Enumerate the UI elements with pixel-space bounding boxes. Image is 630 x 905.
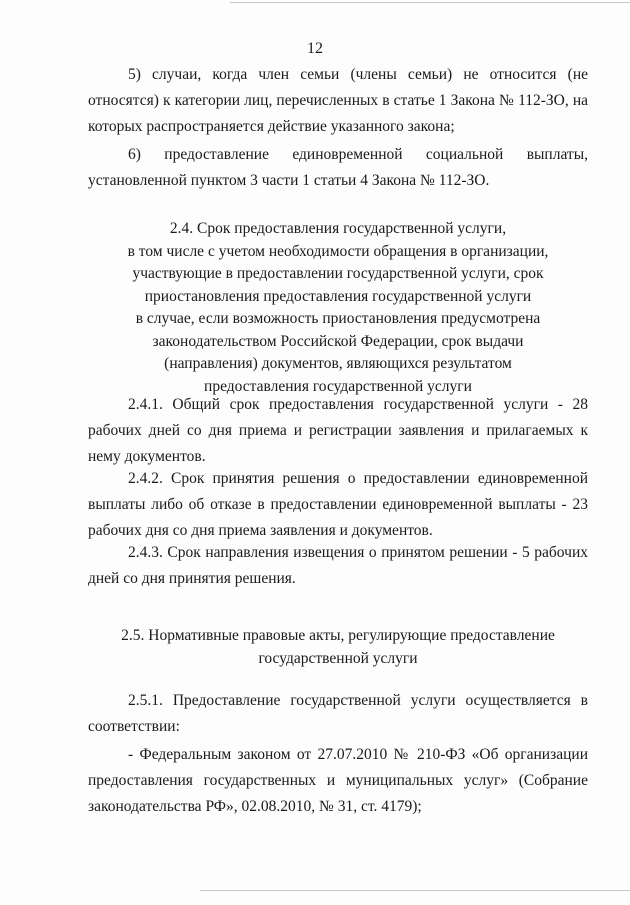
page-number: 12: [307, 40, 323, 57]
paragraph-2-4-3: 2.4.3. Срок направления извещения о принятом решении - 5 рабочих дней со дня принятия решения.: [88, 544, 588, 587]
section-2-5-body: [88, 688, 588, 820]
heading-2-4-line: (направления) документов, являющихся результатом: [164, 355, 512, 372]
heading-2-4-line: законодательством Российской Федерации, срок выдачи: [152, 332, 524, 350]
heading-2-5: [88, 625, 588, 670]
heading-2-4-line: предоставления государственной услуги: [204, 377, 472, 395]
heading-2-4: [88, 218, 588, 398]
heading-2-5-line: государственной услуги: [258, 649, 418, 667]
heading-2-4-line: 2.4. Срок предоставления государственной услуги,: [169, 220, 507, 237]
scan-edge-top: [230, 2, 630, 3]
heading-2-4-line: в том числе с учетом необходимости обращения в организации,: [127, 242, 549, 260]
heading-2-5-line: 2.5. Нормативные правовые акты, регулирующие предоставление: [121, 627, 555, 644]
section-2-4-body: [88, 392, 588, 592]
heading-2-4-line: участвующие в предоставлении государственной услуги, срок: [132, 265, 544, 282]
list-item-5: 5) случаи, когда член семьи (члены семьи) не относится (не относятся) к категории лиц, перечисленных в статье 1 Закона № 112-ЗО, на которых распространяется действие указанного закона;: [88, 66, 588, 135]
heading-2-4-line: приостановления предоставления государственной услуги: [144, 287, 532, 305]
scan-edge-bottom: [200, 890, 630, 891]
heading-2-4-line: в случае, если возможность приостановления предусмотрена: [135, 310, 541, 327]
paragraph-2-5-1: 2.5.1. Предоставление государственной услуги осуществляется в соответствии:: [88, 692, 588, 735]
list-item-6: 6) предоставление единовременной социальной выплаты, установленной пунктом 3 части 1 статьи 4 Закона № 112-ЗО.: [88, 146, 588, 189]
list-items-5-6: [88, 62, 588, 194]
paragraph-2-4-1: 2.4.1. Общий срок предоставления государственной услуги - 28 рабочих дней со дня приема и регистрации заявления и прилагаемых к нему документов.: [88, 396, 588, 465]
paragraph-2-4-2: 2.4.2. Срок принятия решения о предоставлении единовременной выплаты либо об отказе в предоставлении единовременной выплаты - 23 рабочих дня со дня приема заявления и документов.: [88, 470, 588, 539]
paragraph-law-210-fz: - Федеральным законом от 27.07.2010 № 210-ФЗ «Об организации предоставления государственных и муниципальных услуг» (Собрание законодательства РФ», 02.08.2010, № 31, ст. 4179);: [88, 746, 588, 815]
